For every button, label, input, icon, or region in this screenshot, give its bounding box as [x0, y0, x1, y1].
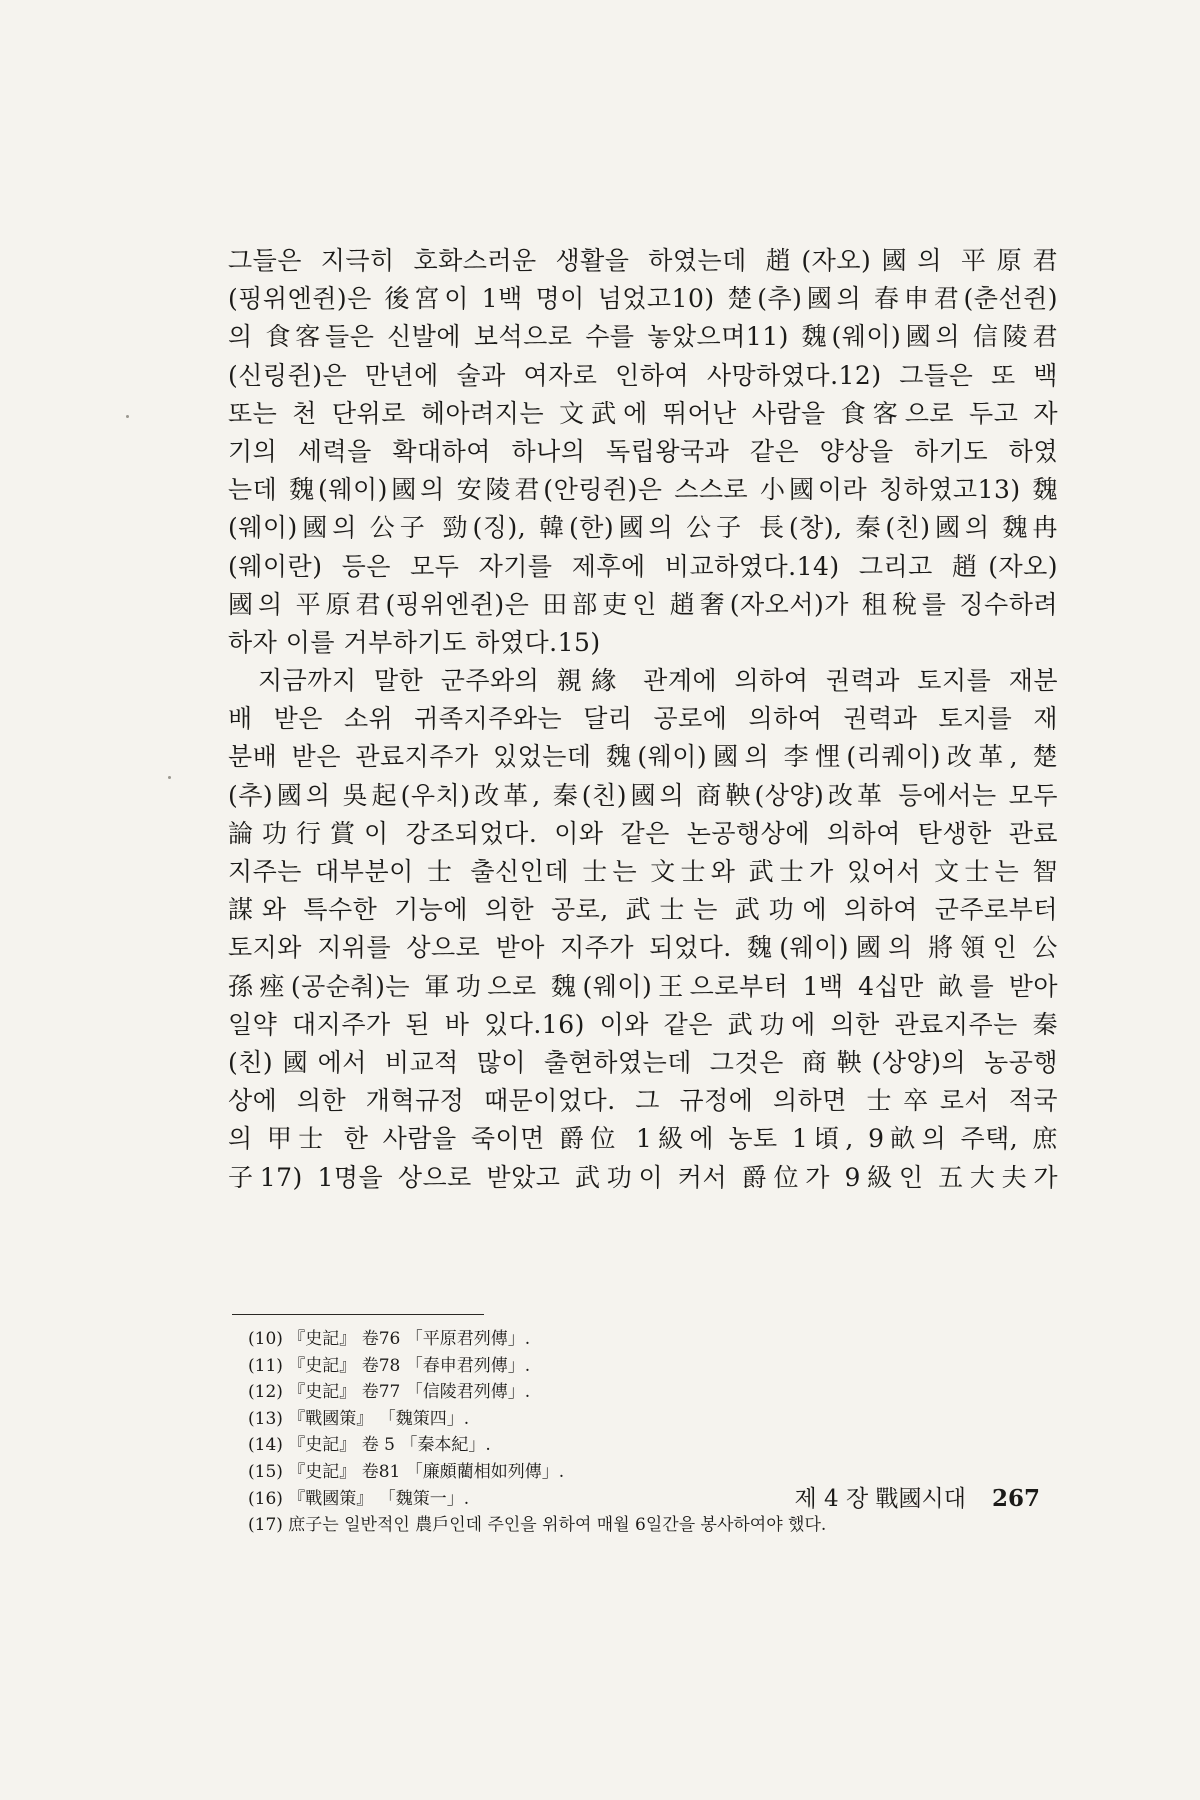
text-line: 孫痤(공순춰)는 軍功으로 魏(웨이)王으로부터 1백 4십만 畝를 받아: [228, 971, 1058, 1001]
text-line: 는데 魏(웨이)國의 安陵君(안링쥔)은 스스로 小國이라 칭하였고13) 魏: [228, 475, 1058, 505]
footnote-divider: [232, 1314, 484, 1315]
text-line: (핑위엔쥔)은 後宮이 1백 명이 넘었고10) 楚(추)國의 春申君(춘선쥔): [228, 284, 1058, 314]
text-line: 의 甲士 한 사람을 죽이면 爵位 1級에 농토 1頃, 9畝의 주택, 庶: [228, 1124, 1058, 1154]
text-line: 謀와 특수한 기능에 의한 공로, 武士는 武功에 의하여 군주로부터: [228, 895, 1058, 925]
page-footer: [795, 1480, 1040, 1513]
text-line: (신링쥔)은 만년에 술과 여자로 인하여 사망하였다.12) 그들은 또 백: [228, 360, 1058, 390]
chapter-title: 제 4 장 戰國시대: [794, 1486, 966, 1512]
text-line: (웨이란) 등은 모두 자기를 제후에 비교하였다.14) 그리고 趙(자오): [228, 551, 1058, 581]
text-line: 論功行賞이 강조되었다. 이와 같은 논공행상에 의하여 탄생한 관료: [228, 818, 1058, 848]
footnote: (11) 『史記』 卷78 「春申君列傳」.: [248, 1355, 531, 1376]
text-line: 분배 받은 관료지주가 있었는데 魏(웨이)國의 李悝(리퀘이)改革, 楚: [228, 742, 1058, 772]
footnote: (13) 『戰國策』 「魏策四」.: [248, 1408, 470, 1429]
text-line: 子17) 1명을 상으로 받았고 武功이 커서 爵位가 9級인 五大夫가: [228, 1162, 1058, 1192]
page-number: 267: [991, 1485, 1040, 1512]
text-line: 國의 平原君(핑위엔쥔)은 田部吏인 趙奢(자오서)가 租稅를 징수하려: [228, 589, 1058, 619]
body-text: [228, 242, 1058, 1197]
text-line: 배 받은 소위 귀족지주와는 달리 공로에 의하여 권력과 토지를 재: [228, 704, 1058, 734]
text-line: 일약 대지주가 된 바 있다.16) 이와 같은 武功에 의한 관료지주는 秦: [228, 1009, 1058, 1039]
paragraph: [228, 662, 1058, 1197]
text-line: 지주는 대부분이 士 출신인데 士는 文士와 武士가 있어서 文士는 智: [228, 857, 1058, 886]
footnote: (15) 『史記』 卷81 「廉頗藺相如列傳」.: [248, 1461, 565, 1482]
text-line: 의 食客들은 신발에 보석으로 수를 놓았으며11) 魏(웨이)國의 信陵君: [228, 322, 1058, 352]
paragraph: [228, 242, 1058, 662]
text-line: (웨이)國의 公子 勁(징), 韓(한)國의 公子 長(창), 秦(친)國의 魏冉: [228, 513, 1058, 543]
footnote: (12) 『史記』 卷77 「信陵君列傳」.: [248, 1382, 531, 1403]
text-line: 기의 세력을 확대하여 하나의 독립왕국과 같은 양상을 하기도 하였: [228, 436, 1058, 466]
scan-speck: [126, 415, 129, 418]
text-line: 하자 이를 거부하기도 하였다.15): [228, 627, 601, 657]
text-line: 상에 의한 개혁규정 때문이었다. 그 규정에 의하면 士卒로서 적국: [228, 1086, 1058, 1116]
text-line: (추)國의 吳起(우치)改革, 秦(친)國의 商鞅(상양)改革 등에서는 모두: [228, 780, 1058, 810]
footnote: (14) 『史記』 卷 5 「秦本紀」.: [248, 1435, 491, 1456]
text-line: 또는 천 단위로 헤아려지는 文武에 뛰어난 사람을 食客으로 두고 자: [228, 398, 1058, 428]
text-line: 그들은 지극히 호화스러운 생활을 하였는데 趙(자오)國의 平原君: [228, 246, 1058, 275]
scan-speck: [168, 776, 171, 779]
text-line: 지금까지 말한 군주와의 親緣 관계에 의하여 권력과 토지를 재분: [258, 666, 1058, 696]
footnote: (10) 『史記』 卷76 「平原君列傳」.: [248, 1329, 531, 1349]
text-line: 토지와 지위를 상으로 받아 지주가 되었다. 魏(웨이)國의 將領인 公: [228, 933, 1058, 963]
footnote: (17) 庶子는 일반적인 農戶인데 주인을 위하여 매월 6일간을 봉사하여야 했다.: [248, 1515, 827, 1536]
text-line: (친)國에서 비교적 많이 출현하였는데 그것은 商鞅(상양)의 농공행: [228, 1047, 1058, 1077]
footnote: (16) 『戰國策』 「魏策一」.: [248, 1488, 470, 1509]
